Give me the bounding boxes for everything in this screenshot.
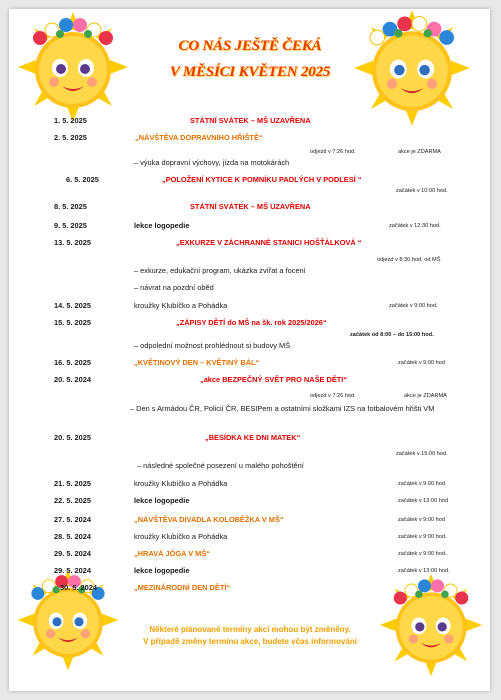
event-time: začátek v 13:00 hod <box>398 498 449 504</box>
event-date: 20. 5. 2025 <box>54 433 91 442</box>
event-time: začátek v 9:00 hod. <box>398 551 447 557</box>
event-title: „KVĚTINOVÝ DEN – KVĚTINÝ BÁL“ <box>134 358 260 367</box>
event-time: začátek v 12:30 hod. <box>389 223 441 229</box>
event-title: lekce logopedie <box>134 496 190 505</box>
event-detail: – Den s Armádou ČR, Policií ČR, BESIPem a ostatními složkami IZS na fotbalovém hřišti VM <box>130 404 435 413</box>
event-time: začátek v 13:00 hod. <box>398 568 450 574</box>
event-note: akce je ZDARMA <box>398 149 441 155</box>
event-date: 1. 5. 2025 <box>54 116 87 125</box>
event-time: začátek v 9:00 hod. <box>398 481 447 487</box>
event-date: 20. 5. 2024 <box>54 375 91 384</box>
event-title: kroužky Klubíčko a Pohádka <box>134 532 228 541</box>
event-detail: – návrat na pozdní oběd <box>134 283 214 292</box>
event-date: 13. 5. 2025 <box>54 238 91 247</box>
event-detail: – odpolední možnost prohlédnout si budovy MŠ <box>134 341 291 350</box>
event-date: 22. 5. 2025 <box>54 496 91 505</box>
event-title: „NÁVŠTĚVA DIVADLA KOLOBĚŽKA V MŠ“ <box>134 515 284 524</box>
event-time: začátek od 8:00 – do 15:00 hod. <box>350 332 434 338</box>
event-time: začátek v 15:00 hod. <box>396 451 448 457</box>
event-date: 29. 5. 2024 <box>54 566 91 575</box>
page-title-line2: V MĚSÍCI KVĚTEN 2025 <box>169 64 331 80</box>
event-title: „BESÍDKA KE DNI MATEK“ <box>205 433 301 442</box>
event-time: odjezd v 7:26 hod. <box>310 149 356 155</box>
sun-with-flower-crown-icon <box>14 8 132 126</box>
event-title: lekce logopedie <box>134 221 190 230</box>
event-title: kroužky Klubíčko a Pohádka <box>134 479 228 488</box>
event-date: 14. 5. 2025 <box>54 301 91 310</box>
event-time: začátek v 9:00 hod <box>398 517 445 523</box>
event-date: 29. 5. 2024 <box>54 549 91 558</box>
event-date: 15. 5. 2025 <box>54 318 91 327</box>
event-detail: – následné společné posezení u malého pohoštění <box>137 461 304 470</box>
event-date: 27. 5. 2024 <box>54 515 91 524</box>
event-time: začátek v 9:00 hod <box>398 360 445 366</box>
event-title: „HRAVÁ JÓGA V MŠ“ <box>134 549 210 558</box>
event-date: 9. 5. 2025 <box>54 221 87 230</box>
event-title: „MEZINÁRODNÍ DEN DĚTÍ“ <box>134 583 231 592</box>
event-title: „ZÁPISY DĚTÍ do MŠ na šk. rok 2025/2026“ <box>176 318 327 327</box>
event-date: 6. 5. 2025 <box>66 175 99 184</box>
event-title: STÁTNÍ SVÁTEK – MŠ UZAVŘENA <box>190 116 311 125</box>
event-date: 2. 5. 2025 <box>54 133 87 142</box>
event-time: odjezd v 7:26 hod. <box>310 393 356 399</box>
event-title: „POLOŽENÍ KYTICE K POMNÍKU PADLÝCH V PODLESÍ “ <box>162 175 362 184</box>
event-date: 8. 5. 2025 <box>54 202 87 211</box>
event-time: začátek v 9:00 hod. <box>389 303 438 309</box>
footer-note-line1: Některé plánované termíny akcí mohou být změněny. <box>149 625 351 634</box>
event-note: akce je ZDARMA <box>404 393 447 399</box>
event-time: začátek v 10:00 hod. <box>396 188 448 194</box>
event-detail: – výuka dopravní výchovy, jízda na motokárách <box>134 158 290 167</box>
event-title: kroužky Klubíčko a Pohádka <box>134 301 228 310</box>
footer-note-line2: V případě změny termínu akce, budete včas informováni <box>143 637 357 646</box>
page-title-line1: CO NÁS JEŠTĚ ČEKÁ <box>178 38 322 54</box>
event-date: 30. 5. 2024 <box>60 583 97 592</box>
event-title: lekce logopedie <box>134 566 190 575</box>
event-title: „akce BEZPEČNÝ SVĚT PRO NAŠE DĚTI“ <box>200 375 348 384</box>
event-title: „EXKURZE V ZÁCHRANNÉ STANICI HOŠŤÁLKOVÁ “ <box>176 238 362 247</box>
event-date: 28. 5. 2024 <box>54 532 91 541</box>
event-date: 21. 5. 2025 <box>54 479 91 488</box>
event-detail: – exkurze, edukační program, ukázka zvířat a focení <box>134 266 306 275</box>
event-date: 16. 5. 2025 <box>54 358 91 367</box>
event-time: začátek v 9:00 hod. <box>398 534 447 540</box>
event-time: odjezd v 8:30 hod, od MŠ <box>377 257 441 263</box>
event-title: STÁTNÍ SVÁTEK – MŠ UZAVŘENA <box>190 202 311 211</box>
event-title: „NÁVŠTĚVA DOPRAVNÍHO HŘIŠTĚ“ <box>135 133 263 142</box>
